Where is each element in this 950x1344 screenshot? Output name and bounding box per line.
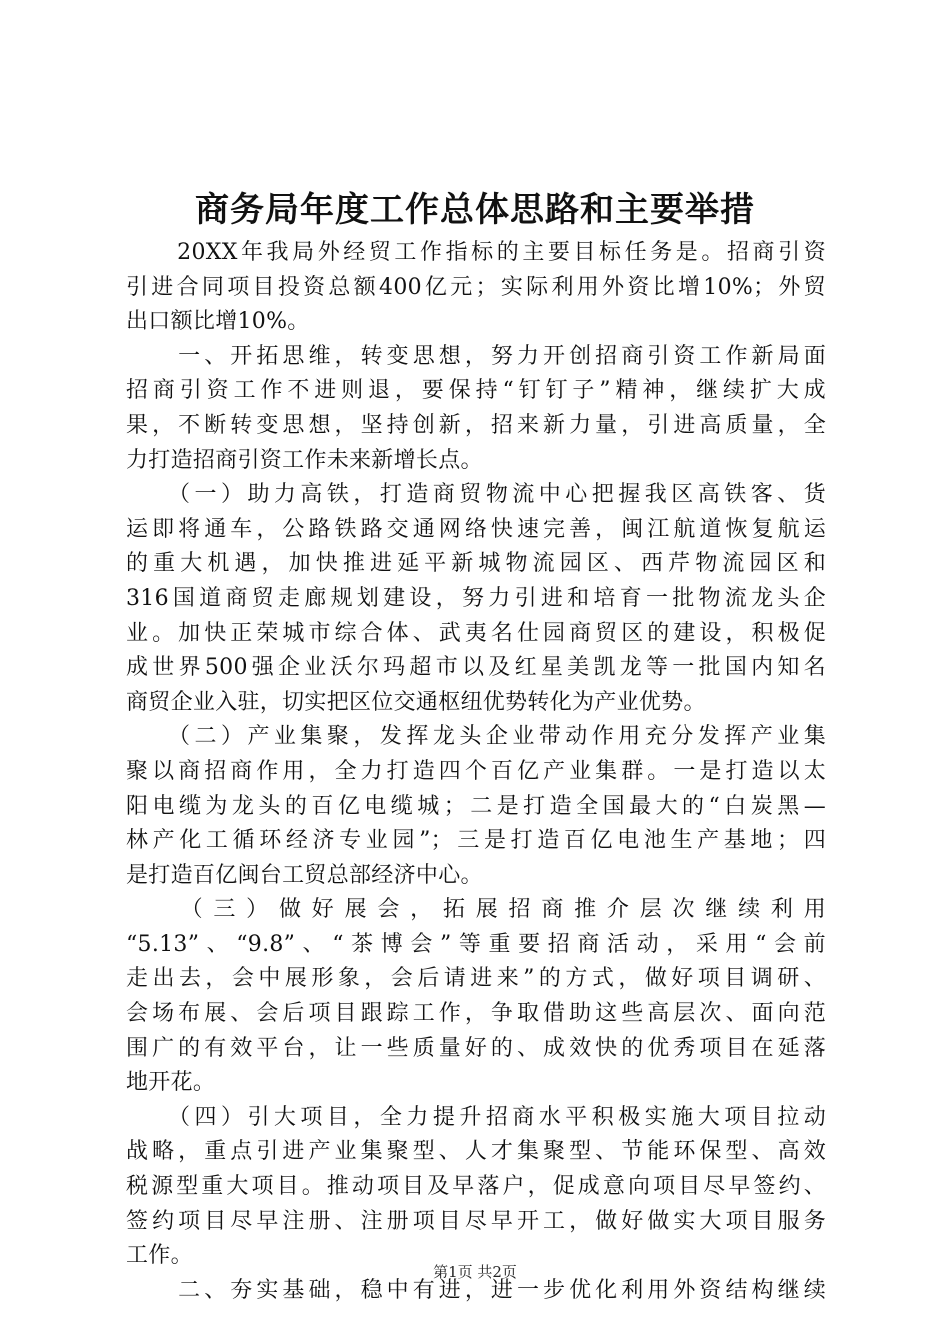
body-line: 一、开拓思维，转变思想，努力开创招商引资工作新局面 <box>126 343 826 369</box>
body-line: 果，不断转变思想，坚持创新，招来新力量，引进高质量，全 <box>126 412 826 438</box>
body-line: 20XX年我局外经贸工作指标的主要目标任务是。招商引资 <box>126 240 826 265</box>
body-line: （三）做好展会，拓展招商推介层次继续利用 <box>126 897 826 923</box>
body-line: 围广的有效平台，让一些质量好的、成效快的优秀项目在延落 <box>126 1035 826 1061</box>
page-footer: 第1页 共2页 <box>433 1263 517 1281</box>
body-line: （四）引大项目，全力提升招商水平积极实施大项目拉动 <box>126 1104 826 1130</box>
body-line: 力打造招商引资工作未来新增长点。 <box>126 447 483 473</box>
body-line: 战略，重点引进产业集聚型、人才集聚型、节能环保型、高效 <box>126 1139 826 1165</box>
body-line: 走出去，会中展形象，会后请进来”的方式，做好项目调研、 <box>126 966 826 992</box>
body-line: “5.13”、“9.8”、“茶博会”等重要招商活动，采用“会前 <box>126 931 826 957</box>
body-line: 运即将通车，公路铁路交通网络快速完善，闽江航道恢复航运 <box>126 516 826 542</box>
body-line: 签约项目尽早注册、注册项目尽早开工，做好做实大项目服务 <box>126 1208 826 1234</box>
body-line: 成世界500强企业沃尔玛超市以及红星美凯龙等一批国内知名 <box>126 655 826 681</box>
body-line: 引进合同项目投资总额400亿元；实际利用外资比增10%；外贸 <box>126 274 826 300</box>
body-line: 林产化工循环经济专业园”；三是打造百亿电池生产基地；四 <box>126 828 826 854</box>
body-line: 会场布展、会后项目跟踪工作，争取借助这些高层次、面向范 <box>126 1001 826 1027</box>
body-line: （一）助力高铁，打造商贸物流中心把握我区高铁客、货 <box>126 482 826 508</box>
body-line: 地开花。 <box>126 1070 216 1096</box>
document-title: 商务局年度工作总体思路和主要举措 <box>195 190 755 230</box>
body-line: 工作。 <box>126 1243 193 1269</box>
body-line: 税源型重大项目。推动项目及早落户，促成意向项目尽早签约、 <box>126 1174 826 1200</box>
body-line: （二）产业集聚，发挥龙头企业带动作用充分发挥产业集 <box>126 724 826 750</box>
body-line: 商贸企业入驻，切实把区位交通枢纽优势转化为产业优势。 <box>126 689 706 715</box>
body-line: 的重大机遇，加快推进延平新城物流园区、西芹物流园区和 <box>126 551 826 577</box>
body-line: 业。加快正荣城市综合体、武夷名仕园商贸区的建设，积极促 <box>126 620 826 646</box>
body-line: 阳电缆为龙头的百亿电缆城；二是打造全国最大的“白炭黑— <box>126 793 826 819</box>
document-body <box>126 236 826 1308</box>
body-line: 二、夯实基础，稳中有进，进一步优化利用外资结构继续 <box>126 1277 826 1303</box>
body-line: 招商引资工作不进则退，要保持“钉钉子”精神，继续扩大成 <box>126 378 826 404</box>
body-line: 聚以商招商作用，全力打造四个百亿产业集群。一是打造以太 <box>126 758 826 784</box>
body-line: 出口额比增10%。 <box>126 309 310 335</box>
body-line: 316国道商贸走廊规划建设，努力引进和培育一批物流龙头企 <box>126 585 826 611</box>
body-line: 是打造百亿闽台工贸总部经济中心。 <box>126 862 483 888</box>
